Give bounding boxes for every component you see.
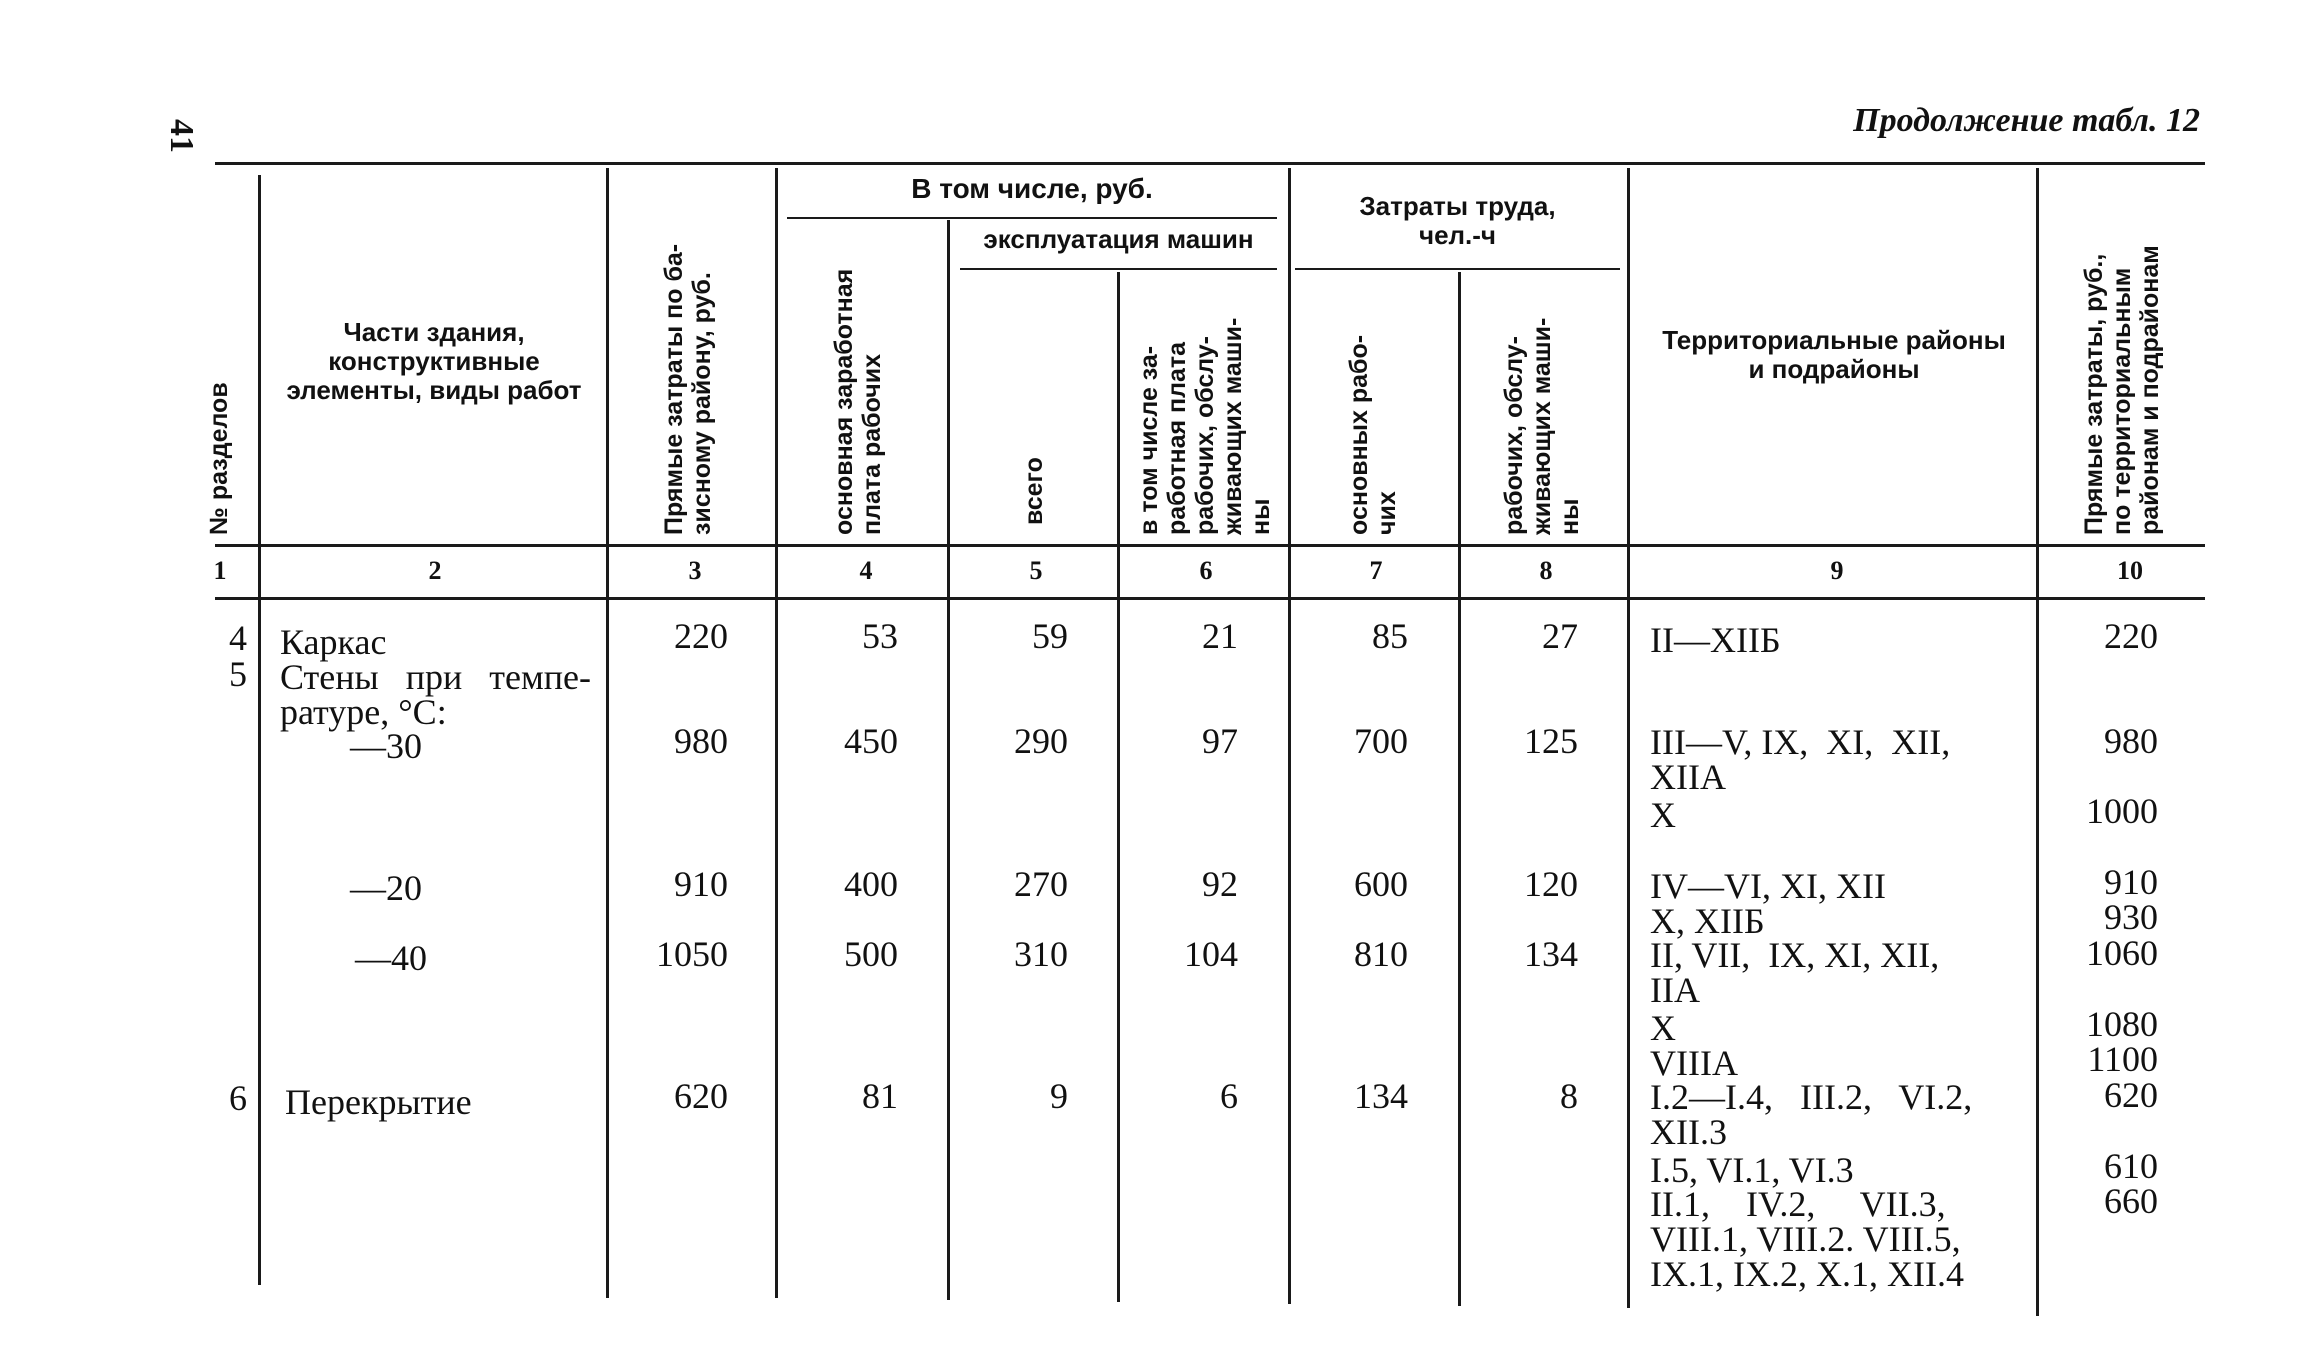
machine-workers-labor: 120 bbox=[1524, 864, 1578, 904]
district-list: IV—VI, XI, XII bbox=[1650, 866, 1886, 906]
machine-total: 290 bbox=[1014, 721, 1068, 761]
machine-workers-labor: 8 bbox=[1560, 1076, 1578, 1116]
column-number: 9 bbox=[1830, 556, 1844, 585]
building-part: —20 bbox=[350, 868, 422, 908]
machine-total: 59 bbox=[1032, 616, 1068, 656]
header-group-including-rub: В том числе, руб. bbox=[911, 173, 1153, 204]
district-cost: 660 bbox=[2104, 1181, 2158, 1221]
building-part: Каркас bbox=[280, 622, 387, 662]
header-section-number: № разделов bbox=[205, 382, 233, 535]
district-cost: 1000 bbox=[2086, 791, 2158, 831]
district-list: I.2—I.4, III.2, VI.2, XII.3 bbox=[1650, 1077, 1973, 1152]
main-workers-labor: 810 bbox=[1354, 934, 1408, 974]
machine-operator-wages: 97 bbox=[1202, 721, 1238, 761]
column-number: 7 bbox=[1369, 556, 1383, 585]
column-number: 1 bbox=[213, 556, 227, 585]
basic-wages: 53 bbox=[862, 616, 898, 656]
machine-workers-labor: 27 bbox=[1542, 616, 1578, 656]
header-group-labor-costs: Затраты труда, чел.-ч bbox=[1359, 191, 1556, 250]
machine-workers-labor: 134 bbox=[1524, 934, 1578, 974]
base-direct-cost: 980 bbox=[674, 721, 728, 761]
section-number: 5 bbox=[229, 654, 247, 694]
header-territorial-districts: Территориальные районы и подрайоны bbox=[1662, 325, 2006, 384]
district-list: VIIIА bbox=[1650, 1043, 1738, 1083]
main-workers-labor: 134 bbox=[1354, 1076, 1408, 1116]
header-machine-workers-labor: рабочих, обслу- живающих маши- ны bbox=[1500, 317, 1584, 535]
district-list: I.5, VI.1, VI.3 bbox=[1650, 1150, 1854, 1190]
district-list: II—XIIБ bbox=[1650, 620, 1781, 660]
machine-operator-wages: 104 bbox=[1184, 934, 1238, 974]
header-machine-total: всего bbox=[1020, 457, 1048, 525]
basic-wages: 81 bbox=[862, 1076, 898, 1116]
main-workers-labor: 700 bbox=[1354, 721, 1408, 761]
main-workers-labor: 600 bbox=[1354, 864, 1408, 904]
header-main-workers-labor: основных рабо- чих bbox=[1345, 334, 1401, 535]
machine-total: 9 bbox=[1050, 1076, 1068, 1116]
district-cost: 610 bbox=[2104, 1146, 2158, 1186]
column-number: 8 bbox=[1539, 556, 1553, 585]
district-cost: 1060 bbox=[2086, 933, 2158, 973]
column-number: 10 bbox=[2117, 556, 2143, 585]
column-number: 3 bbox=[688, 556, 702, 585]
section-number: 6 bbox=[229, 1078, 247, 1118]
district-list: X, XIIБ bbox=[1650, 901, 1765, 941]
building-part: —40 bbox=[355, 938, 427, 978]
column-number: 4 bbox=[859, 556, 873, 585]
machine-operator-wages: 21 bbox=[1202, 616, 1238, 656]
section-number: 4 bbox=[229, 618, 247, 658]
main-workers-labor: 85 bbox=[1372, 616, 1408, 656]
machine-operator-wages: 6 bbox=[1220, 1076, 1238, 1116]
header-base-direct-costs: Прямые затраты по ба- зисному району, руб. bbox=[660, 243, 716, 535]
building-part: Стены при темпе- ратуре, °С: bbox=[280, 657, 591, 732]
machine-total: 310 bbox=[1014, 934, 1068, 974]
basic-wages: 400 bbox=[844, 864, 898, 904]
base-direct-cost: 620 bbox=[674, 1076, 728, 1116]
district-cost: 220 bbox=[2104, 616, 2158, 656]
column-number: 5 bbox=[1029, 556, 1043, 585]
district-cost: 620 bbox=[2104, 1075, 2158, 1115]
basic-wages: 500 bbox=[844, 934, 898, 974]
district-cost: 1080 bbox=[2086, 1004, 2158, 1044]
page-number: 41 bbox=[163, 119, 200, 153]
district-list: II.1, IV.2, VII.3, VIII.1, VIII.2. VIII.5, IX.1, IX.2, X.1, XII.4 bbox=[1650, 1184, 1964, 1294]
column-number: 6 bbox=[1199, 556, 1213, 585]
base-direct-cost: 910 bbox=[674, 864, 728, 904]
column-number: 2 bbox=[428, 556, 442, 585]
header-group-machine-operation: эксплуатация машин bbox=[983, 224, 1254, 254]
header-building-parts: Части здания, конструктивные элементы, виды работ bbox=[286, 317, 582, 405]
building-part: Перекрытие bbox=[285, 1082, 472, 1122]
base-direct-cost: 220 bbox=[674, 616, 728, 656]
district-cost: 980 bbox=[2104, 721, 2158, 761]
district-list: X bbox=[1650, 795, 1676, 835]
district-cost: 910 bbox=[2104, 862, 2158, 902]
header-basic-wages: основная заработная плата рабочих bbox=[830, 268, 886, 535]
district-list: III—V, IX, XI, XII, XIIА bbox=[1650, 722, 1951, 797]
district-list: X bbox=[1650, 1008, 1676, 1048]
table-caption: Продолжение табл. 12 bbox=[1853, 102, 2200, 139]
machine-operator-wages: 92 bbox=[1202, 864, 1238, 904]
header-machine-operator-wages: в том числе за- работная плата рабочих, обслу- живающих маши- ны bbox=[1135, 317, 1275, 535]
district-cost: 930 bbox=[2104, 897, 2158, 937]
district-list: II, VII, IX, XI, XII, IIА bbox=[1650, 935, 1940, 1010]
header-district-direct-costs: Прямые затраты, руб., по территориальным районам и подрайонам bbox=[2080, 245, 2164, 535]
district-cost: 1100 bbox=[2087, 1039, 2158, 1079]
base-direct-cost: 1050 bbox=[656, 934, 728, 974]
machine-total: 270 bbox=[1014, 864, 1068, 904]
machine-workers-labor: 125 bbox=[1524, 721, 1578, 761]
building-part: —30 bbox=[350, 726, 422, 766]
basic-wages: 450 bbox=[844, 721, 898, 761]
